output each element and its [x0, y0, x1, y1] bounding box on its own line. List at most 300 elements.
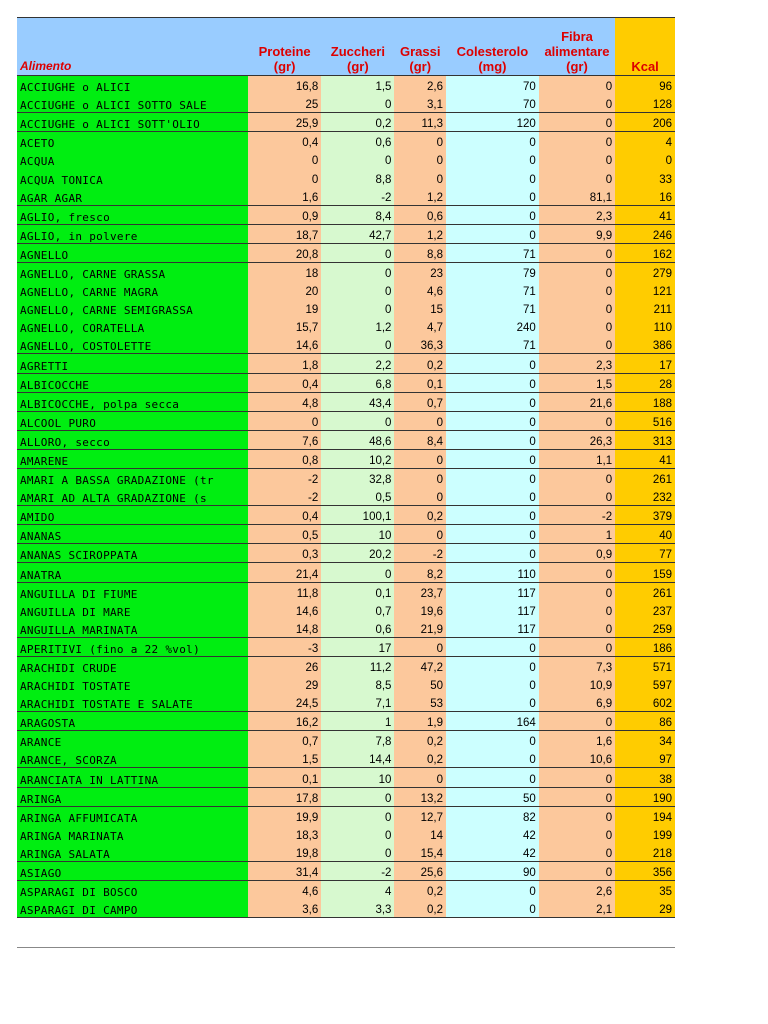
cell-fibra: 1,5 — [539, 373, 615, 392]
cell-proteine: 24,5 — [248, 693, 321, 712]
cell-grassi: 0 — [394, 168, 446, 186]
cell-name: AMIDO — [17, 506, 248, 525]
cell-name: ALBICOCCHE, polpa secca — [17, 392, 248, 411]
table-row — [17, 243, 675, 262]
cell-zuccheri: 0 — [321, 787, 394, 806]
cell-zuccheri: 10,2 — [321, 449, 394, 468]
cell-name: AGNELLO, CARNE MAGRA — [17, 281, 248, 299]
cell-fibra: 0 — [539, 281, 615, 299]
cell-fibra: 0 — [539, 825, 615, 843]
cell-zuccheri: 0 — [321, 563, 394, 582]
cell-grassi: 12,7 — [394, 806, 446, 825]
header-row — [17, 18, 675, 76]
cell-grassi: 19,6 — [394, 601, 446, 619]
table-row — [17, 354, 675, 373]
cell-kcal: 259 — [615, 619, 675, 638]
cell-kcal: 33 — [615, 168, 675, 186]
cell-grassi: 50 — [394, 675, 446, 693]
table-row — [17, 619, 675, 638]
cell-colesterolo: 0 — [446, 411, 539, 430]
cell-name: ANGUILLA DI MARE — [17, 601, 248, 619]
cell-name: ANGUILLA DI FIUME — [17, 582, 248, 601]
cell-fibra: 0 — [539, 94, 615, 113]
cell-zuccheri: 0 — [321, 150, 394, 168]
cell-grassi: 47,2 — [394, 656, 446, 675]
cell-colesterolo: 50 — [446, 787, 539, 806]
cell-colesterolo: 0 — [446, 881, 539, 900]
cell-name: ASPARAGI DI BOSCO — [17, 881, 248, 900]
header-colesterolo-line: Colesterolo — [456, 44, 529, 59]
cell-name: ASIAGO — [17, 861, 248, 880]
table-row — [17, 205, 675, 224]
cell-colesterolo: 0 — [446, 430, 539, 449]
cell-name: ACQUA — [17, 150, 248, 168]
cell-name: AGNELLO, CARNE GRASSA — [17, 262, 248, 281]
cell-fibra: 0 — [539, 563, 615, 582]
cell-proteine: 19 — [248, 299, 321, 317]
cell-colesterolo: 0 — [446, 468, 539, 487]
header-kcal: Kcal — [615, 18, 675, 76]
cell-grassi: 14 — [394, 825, 446, 843]
cell-fibra: 0 — [539, 317, 615, 335]
cell-colesterolo: 0 — [446, 693, 539, 712]
cell-zuccheri: 3,3 — [321, 899, 394, 918]
cell-kcal: 162 — [615, 243, 675, 262]
cell-kcal: 121 — [615, 281, 675, 299]
cell-fibra: 0 — [539, 806, 615, 825]
cell-kcal: 0 — [615, 150, 675, 168]
cell-proteine: 1,8 — [248, 354, 321, 373]
cell-kcal: 40 — [615, 525, 675, 544]
table-row — [17, 656, 675, 675]
cell-colesterolo: 0 — [446, 168, 539, 186]
cell-zuccheri: 0 — [321, 335, 394, 354]
table-row — [17, 712, 675, 731]
cell-zuccheri: 0 — [321, 825, 394, 843]
cell-fibra: 6,9 — [539, 693, 615, 712]
cell-name: ACQUA TONICA — [17, 168, 248, 186]
cell-kcal: 211 — [615, 299, 675, 317]
cell-zuccheri: 0 — [321, 94, 394, 113]
table-row — [17, 94, 675, 113]
cell-zuccheri: 20,2 — [321, 544, 394, 563]
cell-colesterolo: 0 — [446, 675, 539, 693]
cell-fibra: 0 — [539, 712, 615, 731]
cell-fibra: 0 — [539, 76, 615, 95]
cell-name: ASPARAGI DI CAMPO — [17, 899, 248, 918]
cell-fibra: 0 — [539, 243, 615, 262]
cell-name: ACCIUGHE o ALICI SOTTO SALE — [17, 94, 248, 113]
table-row — [17, 563, 675, 582]
cell-zuccheri: 0 — [321, 299, 394, 317]
table-row — [17, 76, 675, 95]
cell-colesterolo: 79 — [446, 262, 539, 281]
cell-fibra: 0 — [539, 168, 615, 186]
cell-kcal: 516 — [615, 411, 675, 430]
cell-grassi: 0,7 — [394, 392, 446, 411]
cell-kcal: 218 — [615, 843, 675, 862]
cell-grassi: 8,2 — [394, 563, 446, 582]
table-row — [17, 525, 675, 544]
table-row — [17, 335, 675, 354]
header-fibra-line1: Fibra — [561, 29, 593, 44]
cell-grassi: 0 — [394, 449, 446, 468]
cell-proteine: 1,6 — [248, 187, 321, 206]
cell-zuccheri: 0 — [321, 262, 394, 281]
cell-zuccheri: 8,5 — [321, 675, 394, 693]
cell-fibra: 0 — [539, 768, 615, 787]
cell-proteine: 4,6 — [248, 881, 321, 900]
cell-proteine: 15,7 — [248, 317, 321, 335]
cell-fibra: 2,6 — [539, 881, 615, 900]
cell-zuccheri: 0,1 — [321, 582, 394, 601]
cell-grassi: 1,2 — [394, 187, 446, 206]
cell-proteine: 4,8 — [248, 392, 321, 411]
cell-kcal: 35 — [615, 881, 675, 900]
cell-name: AGNELLO, CORATELLA — [17, 317, 248, 335]
cell-name: AGNELLO, CARNE SEMIGRASSA — [17, 299, 248, 317]
cell-name: ANANAS SCIROPPATA — [17, 544, 248, 563]
cell-proteine: 0,4 — [248, 506, 321, 525]
cell-proteine: 20 — [248, 281, 321, 299]
cell-grassi: 23 — [394, 262, 446, 281]
cell-kcal: 97 — [615, 749, 675, 768]
table-row — [17, 113, 675, 132]
cell-grassi: 21,9 — [394, 619, 446, 638]
cell-kcal: 186 — [615, 637, 675, 656]
nutrition-table — [17, 17, 675, 918]
table-row — [17, 825, 675, 843]
cell-colesterolo: 117 — [446, 582, 539, 601]
cell-grassi: 0 — [394, 411, 446, 430]
cell-zuccheri: 11,2 — [321, 656, 394, 675]
cell-proteine: -2 — [248, 487, 321, 506]
cell-name: AGNELLO, COSTOLETTE — [17, 335, 248, 354]
table-row — [17, 806, 675, 825]
cell-name: ALBICOCCHE — [17, 373, 248, 392]
cell-name: ARINGA AFFUMICATA — [17, 806, 248, 825]
cell-fibra: 0,9 — [539, 544, 615, 563]
cell-grassi: 15,4 — [394, 843, 446, 862]
cell-colesterolo: 90 — [446, 861, 539, 880]
table-row — [17, 675, 675, 693]
cell-zuccheri: 8,8 — [321, 168, 394, 186]
page-bottom-rule — [17, 947, 675, 948]
cell-name: ANATRA — [17, 563, 248, 582]
cell-fibra: 10,9 — [539, 675, 615, 693]
table-row — [17, 224, 675, 243]
cell-zuccheri: 0 — [321, 243, 394, 262]
cell-colesterolo: 0 — [446, 373, 539, 392]
cell-fibra: 0 — [539, 132, 615, 151]
cell-zuccheri: -2 — [321, 861, 394, 880]
cell-grassi: 13,2 — [394, 787, 446, 806]
cell-proteine: 14,8 — [248, 619, 321, 638]
cell-fibra: 0 — [539, 619, 615, 638]
cell-name: ARINGA — [17, 787, 248, 806]
cell-colesterolo: 0 — [446, 392, 539, 411]
table-row — [17, 132, 675, 151]
cell-kcal: 4 — [615, 132, 675, 151]
cell-colesterolo: 0 — [446, 354, 539, 373]
cell-kcal: 41 — [615, 205, 675, 224]
cell-name: AGRETTI — [17, 354, 248, 373]
header-grassi-line: Grassi — [399, 44, 441, 59]
table-row — [17, 392, 675, 411]
cell-zuccheri: 4 — [321, 881, 394, 900]
cell-fibra: 0 — [539, 150, 615, 168]
cell-kcal: 86 — [615, 712, 675, 731]
cell-colesterolo: 70 — [446, 94, 539, 113]
cell-kcal: 77 — [615, 544, 675, 563]
cell-grassi: 0,2 — [394, 506, 446, 525]
cell-name: ARACHIDI CRUDE — [17, 656, 248, 675]
cell-name: AGNELLO — [17, 243, 248, 262]
cell-kcal: 128 — [615, 94, 675, 113]
cell-colesterolo: 0 — [446, 525, 539, 544]
cell-proteine: -3 — [248, 637, 321, 656]
cell-name: ARINGA SALATA — [17, 843, 248, 862]
table-row — [17, 544, 675, 563]
cell-zuccheri: 2,2 — [321, 354, 394, 373]
cell-colesterolo: 71 — [446, 243, 539, 262]
cell-zuccheri: 0,6 — [321, 132, 394, 151]
cell-kcal: 16 — [615, 187, 675, 206]
header-fibra — [539, 18, 615, 76]
cell-grassi: 2,6 — [394, 76, 446, 95]
cell-proteine: 18,3 — [248, 825, 321, 843]
cell-fibra: 0 — [539, 262, 615, 281]
cell-name: AMARI AD ALTA GRADAZIONE (s — [17, 487, 248, 506]
cell-grassi: -2 — [394, 544, 446, 563]
cell-colesterolo: 164 — [446, 712, 539, 731]
cell-grassi: 0 — [394, 637, 446, 656]
cell-kcal: 602 — [615, 693, 675, 712]
cell-grassi: 0,2 — [394, 354, 446, 373]
cell-fibra: 2,3 — [539, 205, 615, 224]
cell-proteine: 17,8 — [248, 787, 321, 806]
table-row — [17, 731, 675, 750]
cell-kcal: 190 — [615, 787, 675, 806]
cell-kcal: 597 — [615, 675, 675, 693]
cell-zuccheri: 0 — [321, 281, 394, 299]
cell-colesterolo: 82 — [446, 806, 539, 825]
cell-kcal: 279 — [615, 262, 675, 281]
header-fibra-line2: alimentare — [544, 44, 610, 59]
header-zuccheri-unit: (gr) — [347, 59, 369, 74]
cell-fibra: 7,3 — [539, 656, 615, 675]
cell-grassi: 4,7 — [394, 317, 446, 335]
cell-colesterolo: 0 — [446, 637, 539, 656]
cell-proteine: 0,7 — [248, 731, 321, 750]
cell-name: ACCIUGHE o ALICI SOTT'OLIO — [17, 113, 248, 132]
cell-zuccheri: 1,2 — [321, 317, 394, 335]
cell-fibra: 0 — [539, 637, 615, 656]
cell-name: ARANCE, SCORZA — [17, 749, 248, 768]
cell-zuccheri: 14,4 — [321, 749, 394, 768]
cell-zuccheri: 42,7 — [321, 224, 394, 243]
cell-fibra: 0 — [539, 335, 615, 354]
cell-name: AGAR AGAR — [17, 187, 248, 206]
cell-zuccheri: 10 — [321, 525, 394, 544]
cell-zuccheri: 32,8 — [321, 468, 394, 487]
cell-name: ARACHIDI TOSTATE E SALATE — [17, 693, 248, 712]
cell-kcal: 379 — [615, 506, 675, 525]
table-row — [17, 487, 675, 506]
cell-proteine: 14,6 — [248, 601, 321, 619]
cell-fibra: 0 — [539, 787, 615, 806]
cell-fibra: 10,6 — [539, 749, 615, 768]
cell-colesterolo: 110 — [446, 563, 539, 582]
cell-proteine: 29 — [248, 675, 321, 693]
cell-fibra: 0 — [539, 601, 615, 619]
cell-proteine: 25,9 — [248, 113, 321, 132]
cell-proteine: 18 — [248, 262, 321, 281]
cell-zuccheri: 0 — [321, 806, 394, 825]
cell-kcal: 29 — [615, 899, 675, 918]
cell-grassi: 1,9 — [394, 712, 446, 731]
cell-zuccheri: 7,8 — [321, 731, 394, 750]
cell-grassi: 0 — [394, 150, 446, 168]
table-row — [17, 187, 675, 206]
cell-fibra: 2,1 — [539, 899, 615, 918]
cell-zuccheri: 0,7 — [321, 601, 394, 619]
cell-zuccheri: 8,4 — [321, 205, 394, 224]
cell-proteine: 7,6 — [248, 430, 321, 449]
cell-grassi: 0,2 — [394, 899, 446, 918]
cell-grassi: 0 — [394, 487, 446, 506]
cell-grassi: 0 — [394, 132, 446, 151]
cell-zuccheri: 0,6 — [321, 619, 394, 638]
cell-fibra: 9,9 — [539, 224, 615, 243]
cell-fibra: 0 — [539, 487, 615, 506]
table-row — [17, 150, 675, 168]
cell-colesterolo: 0 — [446, 205, 539, 224]
cell-colesterolo: 71 — [446, 335, 539, 354]
cell-proteine: 0,4 — [248, 373, 321, 392]
cell-grassi: 0,2 — [394, 881, 446, 900]
cell-grassi: 8,8 — [394, 243, 446, 262]
cell-grassi: 8,4 — [394, 430, 446, 449]
header-proteine-unit: (gr) — [273, 59, 296, 74]
cell-grassi: 23,7 — [394, 582, 446, 601]
cell-fibra: 0 — [539, 582, 615, 601]
cell-zuccheri: 1 — [321, 712, 394, 731]
cell-colesterolo: 0 — [446, 731, 539, 750]
table-row — [17, 281, 675, 299]
cell-colesterolo: 71 — [446, 281, 539, 299]
cell-name: APERITIVI (fino a 22 %vol) — [17, 637, 248, 656]
cell-kcal: 386 — [615, 335, 675, 354]
cell-colesterolo: 0 — [446, 749, 539, 768]
cell-name: ALCOOL PURO — [17, 411, 248, 430]
cell-proteine: 11,8 — [248, 582, 321, 601]
cell-grassi: 0,2 — [394, 749, 446, 768]
cell-proteine: 0,5 — [248, 525, 321, 544]
table-row — [17, 373, 675, 392]
cell-proteine: 0 — [248, 150, 321, 168]
cell-zuccheri: 43,4 — [321, 392, 394, 411]
cell-fibra: 26,3 — [539, 430, 615, 449]
table-row — [17, 749, 675, 768]
cell-name: ARACHIDI TOSTATE — [17, 675, 248, 693]
cell-grassi: 0,6 — [394, 205, 446, 224]
cell-zuccheri: 0,5 — [321, 487, 394, 506]
cell-name: ARINGA MARINATA — [17, 825, 248, 843]
cell-proteine: 16,2 — [248, 712, 321, 731]
cell-proteine: 0,1 — [248, 768, 321, 787]
cell-fibra: 0 — [539, 861, 615, 880]
cell-kcal: 188 — [615, 392, 675, 411]
cell-kcal: 17 — [615, 354, 675, 373]
cell-colesterolo: 117 — [446, 619, 539, 638]
cell-kcal: 246 — [615, 224, 675, 243]
header-grassi — [394, 18, 446, 76]
cell-proteine: 0,8 — [248, 449, 321, 468]
cell-kcal: 28 — [615, 373, 675, 392]
cell-kcal: 356 — [615, 861, 675, 880]
cell-colesterolo: 0 — [446, 768, 539, 787]
table-row — [17, 601, 675, 619]
cell-name: AMARENE — [17, 449, 248, 468]
cell-colesterolo: 0 — [446, 187, 539, 206]
cell-grassi: 36,3 — [394, 335, 446, 354]
header-proteine-line: Proteine — [258, 44, 311, 59]
table-row — [17, 861, 675, 880]
cell-colesterolo: 70 — [446, 76, 539, 95]
cell-proteine: 0 — [248, 168, 321, 186]
cell-name: ALLORO, secco — [17, 430, 248, 449]
cell-zuccheri: 0 — [321, 411, 394, 430]
table-row — [17, 468, 675, 487]
table-row — [17, 168, 675, 186]
header-alimento: Alimento — [17, 18, 248, 76]
header-fibra-unit: (gr) — [566, 59, 588, 74]
header-zuccheri — [321, 18, 394, 76]
cell-kcal: 194 — [615, 806, 675, 825]
cell-kcal: 206 — [615, 113, 675, 132]
cell-kcal: 96 — [615, 76, 675, 95]
table-row — [17, 693, 675, 712]
cell-kcal: 571 — [615, 656, 675, 675]
cell-colesterolo: 0 — [446, 224, 539, 243]
table-row — [17, 843, 675, 862]
cell-colesterolo: 42 — [446, 843, 539, 862]
cell-fibra: 0 — [539, 411, 615, 430]
cell-name: AGLIO, in polvere — [17, 224, 248, 243]
cell-name: ARANCE — [17, 731, 248, 750]
header-colesterolo — [446, 18, 539, 76]
cell-proteine: 20,8 — [248, 243, 321, 262]
cell-fibra: 1 — [539, 525, 615, 544]
cell-proteine: 19,9 — [248, 806, 321, 825]
cell-colesterolo: 0 — [446, 656, 539, 675]
cell-name: ANGUILLA MARINATA — [17, 619, 248, 638]
cell-proteine: -2 — [248, 468, 321, 487]
cell-colesterolo: 42 — [446, 825, 539, 843]
cell-colesterolo: 71 — [446, 299, 539, 317]
cell-kcal: 232 — [615, 487, 675, 506]
cell-grassi: 0 — [394, 525, 446, 544]
cell-proteine: 16,8 — [248, 76, 321, 95]
cell-proteine: 26 — [248, 656, 321, 675]
cell-proteine: 14,6 — [248, 335, 321, 354]
table-row — [17, 411, 675, 430]
cell-proteine: 1,5 — [248, 749, 321, 768]
table-row — [17, 430, 675, 449]
cell-colesterolo: 240 — [446, 317, 539, 335]
table-header — [17, 18, 675, 76]
